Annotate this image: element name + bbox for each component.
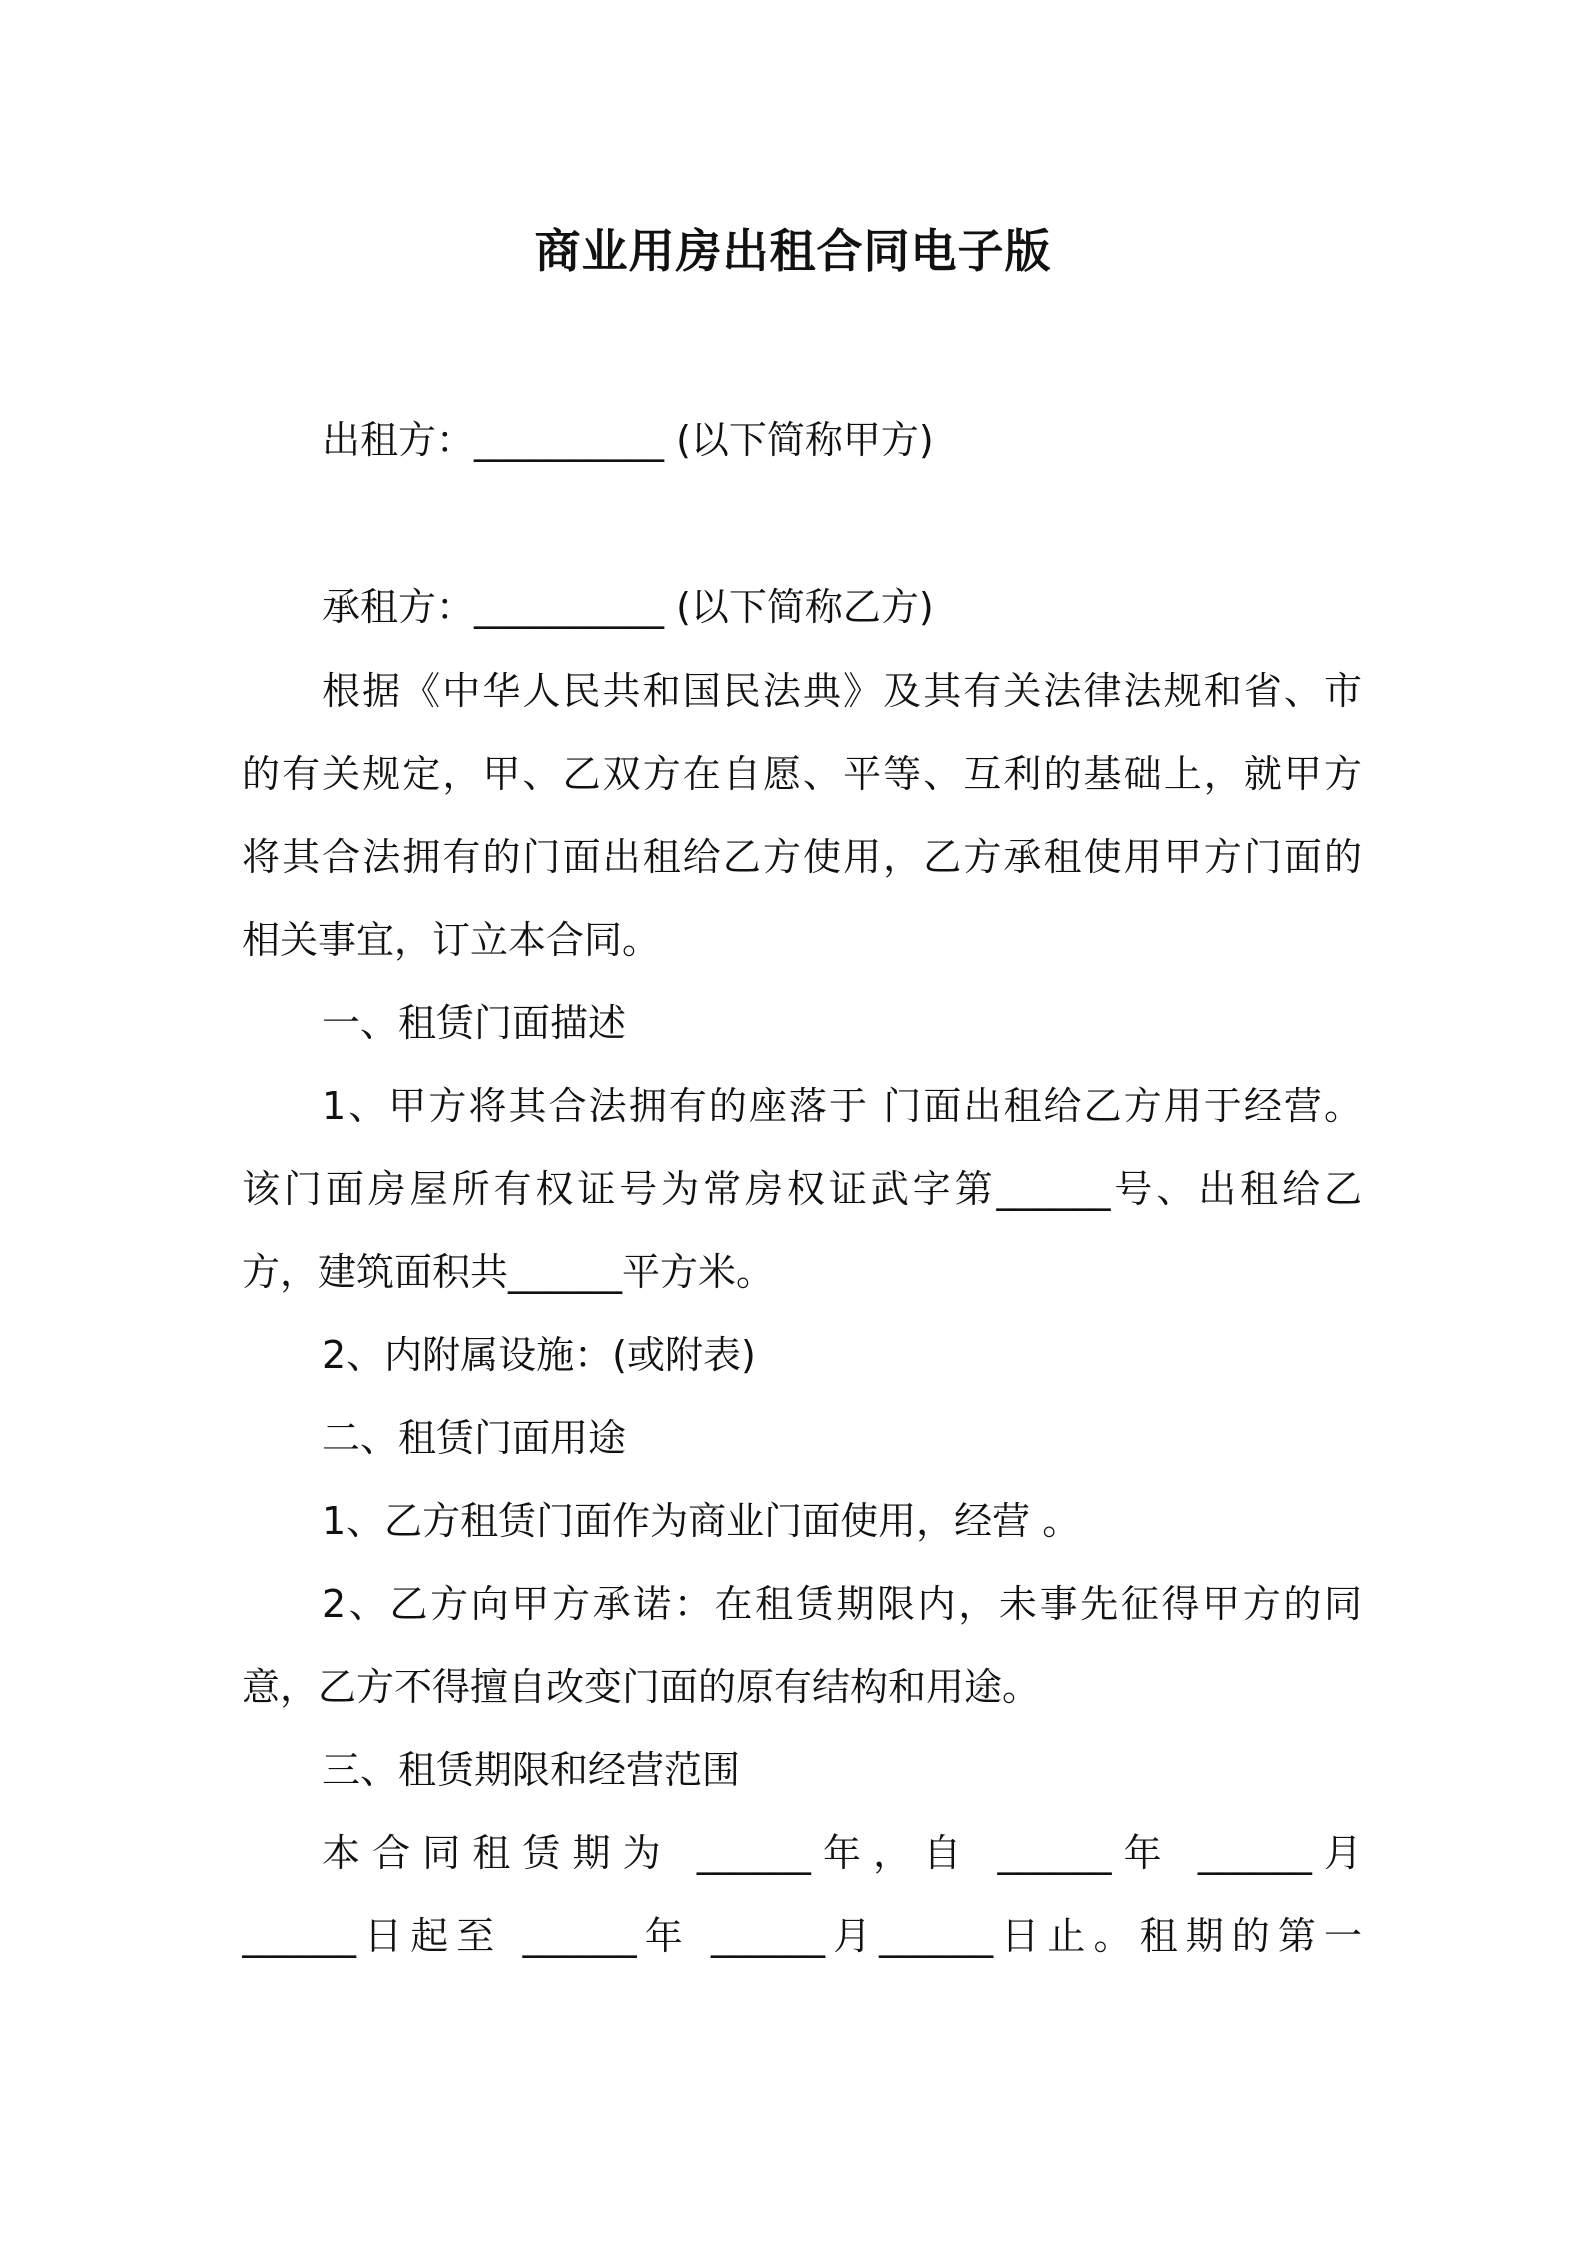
paragraph-line: 将其合法拥有的门面出租给乙方使用，乙方承租使用甲方门面的	[242, 835, 1362, 879]
document-title: 商业用房出租合同电子版	[534, 224, 1052, 278]
section-heading: 二、租赁门面用途	[322, 1416, 627, 1460]
paragraph-line: 2、内附属设施：(或附表)	[322, 1333, 756, 1377]
section-heading: 一、租赁门面描述	[322, 1001, 627, 1045]
paragraph-line: 相关事宜，订立本合同。	[242, 918, 661, 962]
section-heading: 三、租赁期限和经营范围	[322, 1748, 741, 1792]
paragraph-line: 2、乙方向甲方承诺：在租赁期限内，未事先征得甲方的同	[322, 1582, 1362, 1626]
lessor-line: 出租方：__________ (以下简称甲方)	[322, 418, 934, 462]
paragraph-line: 方，建筑面积共______平方米。	[242, 1250, 775, 1294]
paragraph-line: 根据《中华人民共和国民法典》及其有关法律法规和省、市	[322, 669, 1362, 713]
paragraph-line: 本合同租赁期为 ______年，自 ______年 ______月	[322, 1831, 1362, 1875]
paragraph-line: 1、甲方将其合法拥有的座落于 门面出租给乙方用于经营。	[322, 1084, 1362, 1128]
paragraph-line: 意，乙方不得擅自改变门面的原有结构和用途。	[242, 1665, 1041, 1709]
lessee-line: 承租方：__________ (以下简称乙方)	[322, 585, 934, 629]
paragraph-line: 1、乙方租赁门面作为商业门面使用，经营 。	[322, 1499, 1081, 1543]
paragraph-line: ______日起至 ______年 ______月______日止。租期的第一	[242, 1914, 1362, 1958]
paragraph-line: 的有关规定，甲、乙双方在自愿、平等、互利的基础上，就甲方	[242, 752, 1362, 796]
paragraph-line: 该门面房屋所有权证号为常房权证武字第______号、出租给乙	[242, 1167, 1362, 1211]
